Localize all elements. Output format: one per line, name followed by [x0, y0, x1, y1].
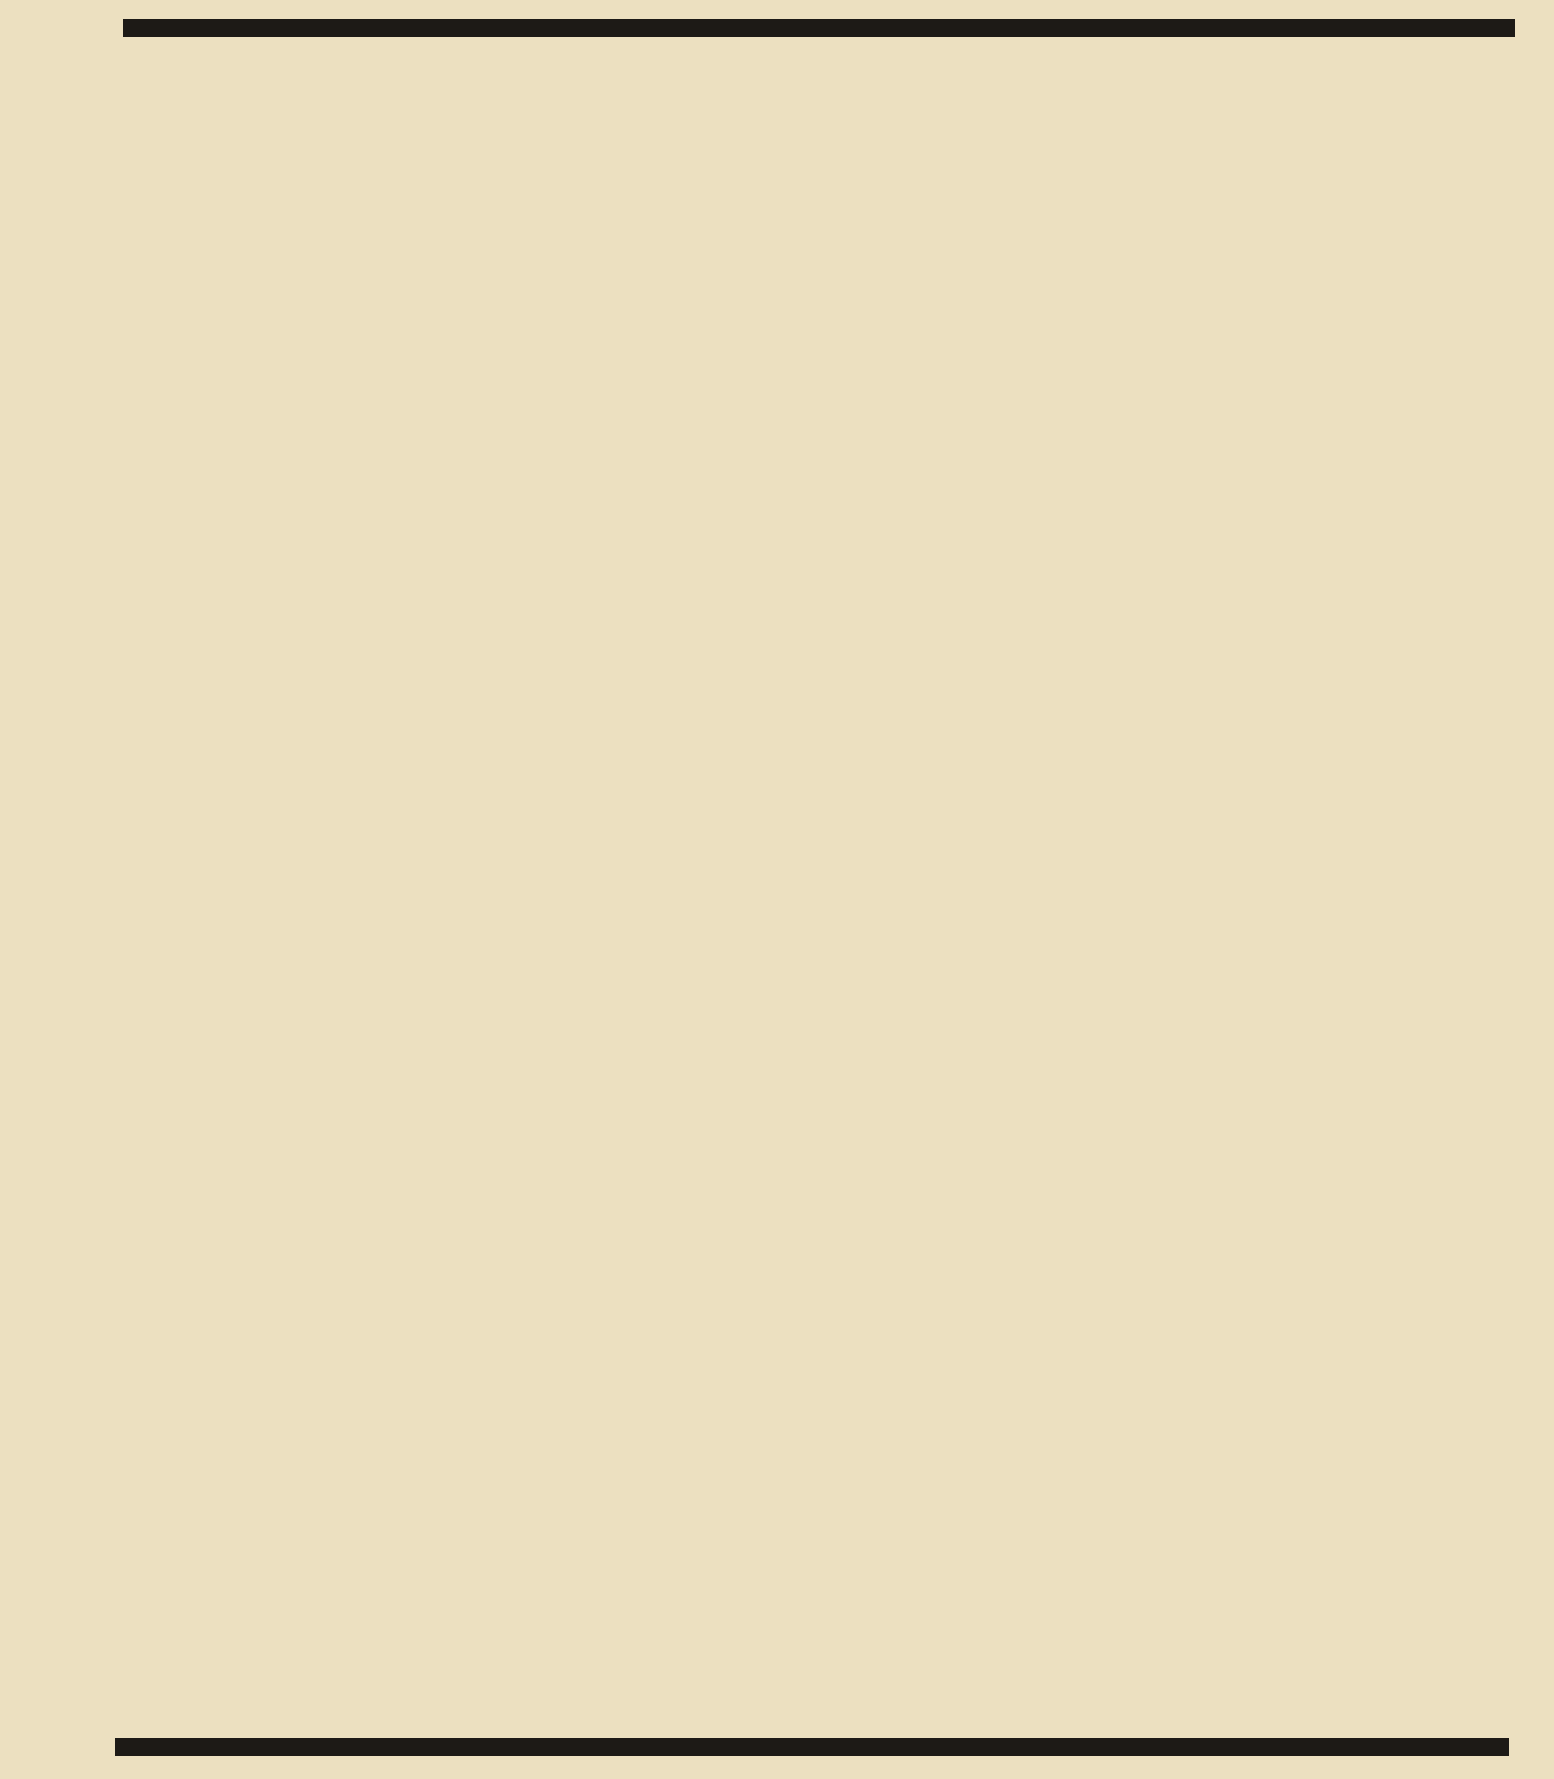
top-rule-bar	[123, 19, 1515, 37]
side-watermark-text	[0, 5, 75, 955]
bottom-rule-bar	[115, 1738, 1509, 1756]
